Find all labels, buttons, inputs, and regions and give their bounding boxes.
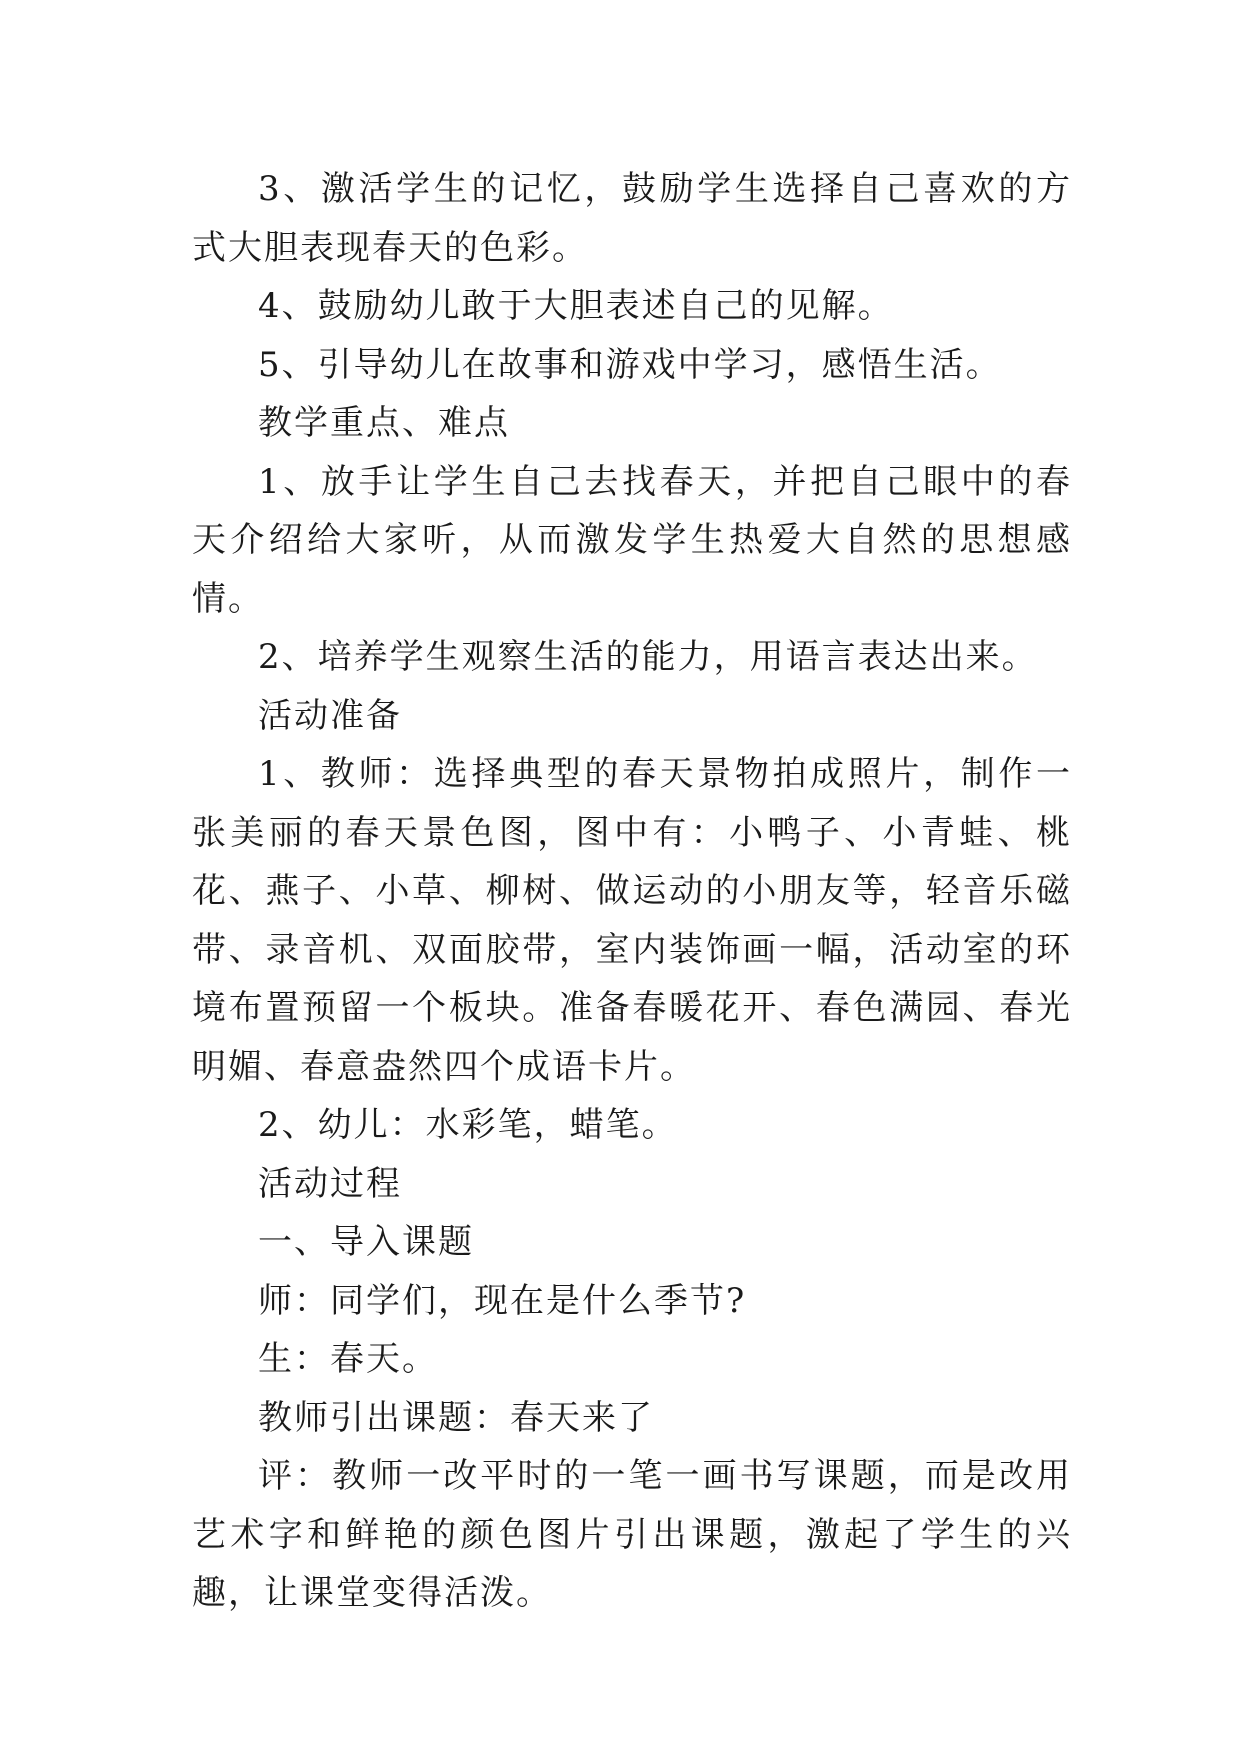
- paragraph-topic-introduced: 教师引出课题：春天来了: [258, 1397, 654, 1438]
- dialogue-teacher-question: 师：同学们，现在是什么季节?: [258, 1280, 747, 1321]
- paragraph-comment: 评：教师一改平时的一笔一画书写课题，而是改用艺术字和鲜艳的颜色图片引出课题，激起了学生的兴趣，让课堂变得活泼。: [192, 1456, 1072, 1613]
- section-heading-process: 活动过程: [258, 1163, 402, 1204]
- paragraph-goal-4: 4、鼓励幼儿敢于大胆表述自己的见解。: [258, 286, 894, 326]
- paragraph-key-point-2: 2、培养学生观察生活的能力，用语言表达出来。: [258, 637, 1038, 677]
- dialogue-student-answer: 生：春天。: [258, 1339, 438, 1379]
- section-heading-key-points: 教学重点、难点: [258, 403, 510, 443]
- subheading-introduction: 一、导入课题: [258, 1222, 474, 1262]
- paragraph-goal-5: 5、引导幼儿在故事和游戏中学习，感悟生活。: [258, 344, 1002, 385]
- section-heading-preparation: 活动准备: [258, 695, 402, 736]
- paragraph-preparation-teacher: 1、教师：选择典型的春天景物拍成照片，制作一张美丽的春天景色图，图中有：小鸭子、小青蛙、桃花、燕子、小草、柳树、做运动的小朋友等，轻音乐磁带、录音机、双面胶带，室内装饰画一幅，活动室的环境布置预留一个板块。准备春暖花开、春色满园、春光明媚、春意盎然四个成语卡片。: [192, 754, 1072, 1087]
- paragraph-preparation-children: 2、幼儿：水彩笔，蜡笔。: [258, 1105, 678, 1145]
- paragraph-key-point-1: 1、放手让学生自己去找春天，并把自己眼中的春天介绍给大家听，从而激发学生热爱大自然的思想感情。: [192, 461, 1072, 619]
- paragraph-goal-3: 3、激活学生的记忆，鼓励学生选择自己喜欢的方式大胆表现春天的色彩。: [192, 169, 1072, 268]
- document-body: [192, 160, 1072, 1623]
